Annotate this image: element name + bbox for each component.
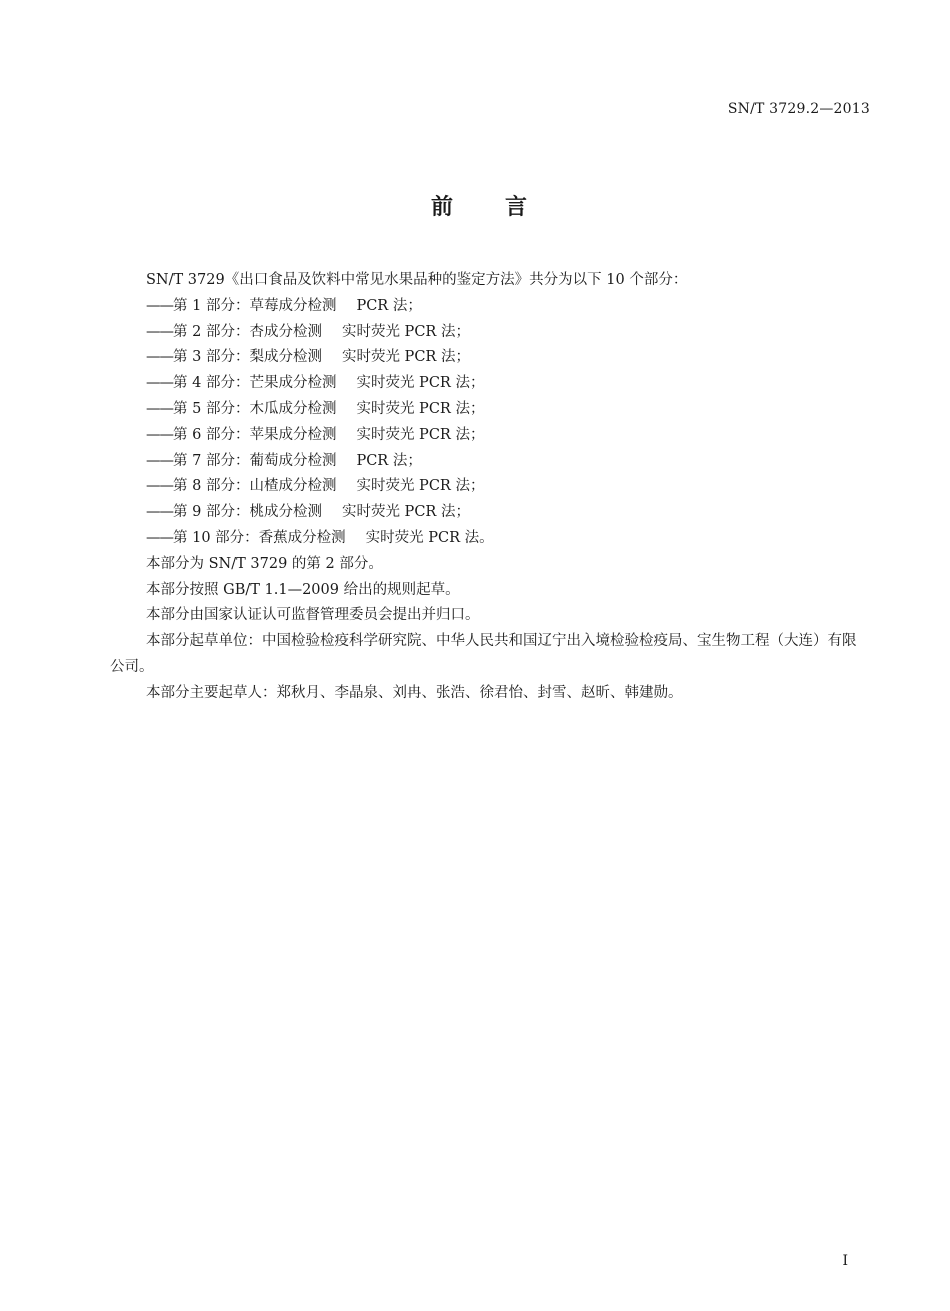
- part-item: [110, 397, 870, 423]
- part-item: [110, 500, 870, 526]
- part-method: 实时荧光 PCR 法；: [341, 323, 470, 340]
- part-dash: ——: [146, 504, 173, 521]
- part-method: 实时荧光 PCR 法；: [356, 400, 485, 417]
- part-dash: ——: [146, 323, 173, 340]
- part-dash: ——: [146, 452, 173, 469]
- page-number: I: [842, 1253, 848, 1269]
- part-method: 实时荧光 PCR 法；: [356, 426, 485, 443]
- part-method: PCR 法；: [356, 452, 422, 469]
- part-item: [110, 449, 870, 475]
- part-method: PCR 法；: [356, 297, 422, 314]
- part-dash: ——: [146, 297, 173, 314]
- part-label: 第 8 部分：山楂成分检测: [173, 478, 337, 495]
- part-dash: ——: [146, 478, 173, 495]
- drafting-rules-statement: 本部分按照 GB/T 1.1—2009 给出的规则起草。: [146, 581, 460, 598]
- part-dash: ——: [146, 426, 173, 443]
- drafting-units-statement: 本部分起草单位：中国检验检疫科学研究院、中华人民共和国辽宁出入境检验检疫局、宝生物工程（大连）有限公司。: [110, 633, 857, 675]
- foreword-body: [110, 268, 870, 707]
- part-method: 实时荧光 PCR 法；: [341, 504, 470, 521]
- part-dash: ——: [146, 349, 173, 366]
- page-title: 前言: [430, 195, 579, 220]
- part-method: 实时荧光 PCR 法；: [341, 349, 470, 366]
- part-label: 第 2 部分：杏成分检测: [173, 323, 322, 340]
- intro-paragraph: SN/T 3729《出口食品及饮料中常见水果品种的鉴定方法》共分为以下 10 个部分：: [146, 272, 688, 288]
- part-method: 实时荧光 PCR 法；: [356, 375, 485, 392]
- part-label: 第 10 部分：香蕉成分检测: [173, 529, 346, 546]
- part-of-statement: 本部分为 SN/T 3729 的第 2 部分。: [146, 555, 383, 572]
- part-label: 第 9 部分：桃成分检测: [173, 504, 322, 521]
- part-item: [110, 474, 870, 500]
- part-label: 第 4 部分：芒果成分检测: [173, 375, 337, 392]
- part-label: 第 6 部分：苹果成分检测: [173, 426, 337, 443]
- part-label: 第 7 部分：葡萄成分检测: [173, 452, 337, 469]
- part-item: [110, 371, 870, 397]
- part-method: 实时荧光 PCR 法。: [365, 529, 494, 546]
- part-label: 第 5 部分：木瓜成分检测: [173, 400, 337, 417]
- part-dash: ——: [146, 375, 173, 392]
- part-item: [110, 320, 870, 346]
- part-label: 第 3 部分：梨成分检测: [173, 349, 322, 366]
- part-dash: ——: [146, 529, 173, 546]
- part-method: 实时荧光 PCR 法；: [356, 478, 485, 495]
- standard-code: SN/T 3729.2—2013: [727, 101, 870, 117]
- part-label: 第 1 部分：草莓成分检测: [173, 297, 337, 314]
- part-item: [110, 526, 870, 552]
- part-dash: ——: [146, 400, 173, 417]
- part-item: [110, 345, 870, 371]
- part-item: [110, 294, 870, 320]
- proposed-by-statement: 本部分由国家认证认可监督管理委员会提出并归口。: [146, 607, 480, 624]
- part-item: [110, 423, 870, 449]
- drafters-statement: 本部分主要起草人：郑秋月、李晶泉、刘冉、张浩、徐君怡、封雪、赵昕、韩建勋。: [146, 684, 683, 701]
